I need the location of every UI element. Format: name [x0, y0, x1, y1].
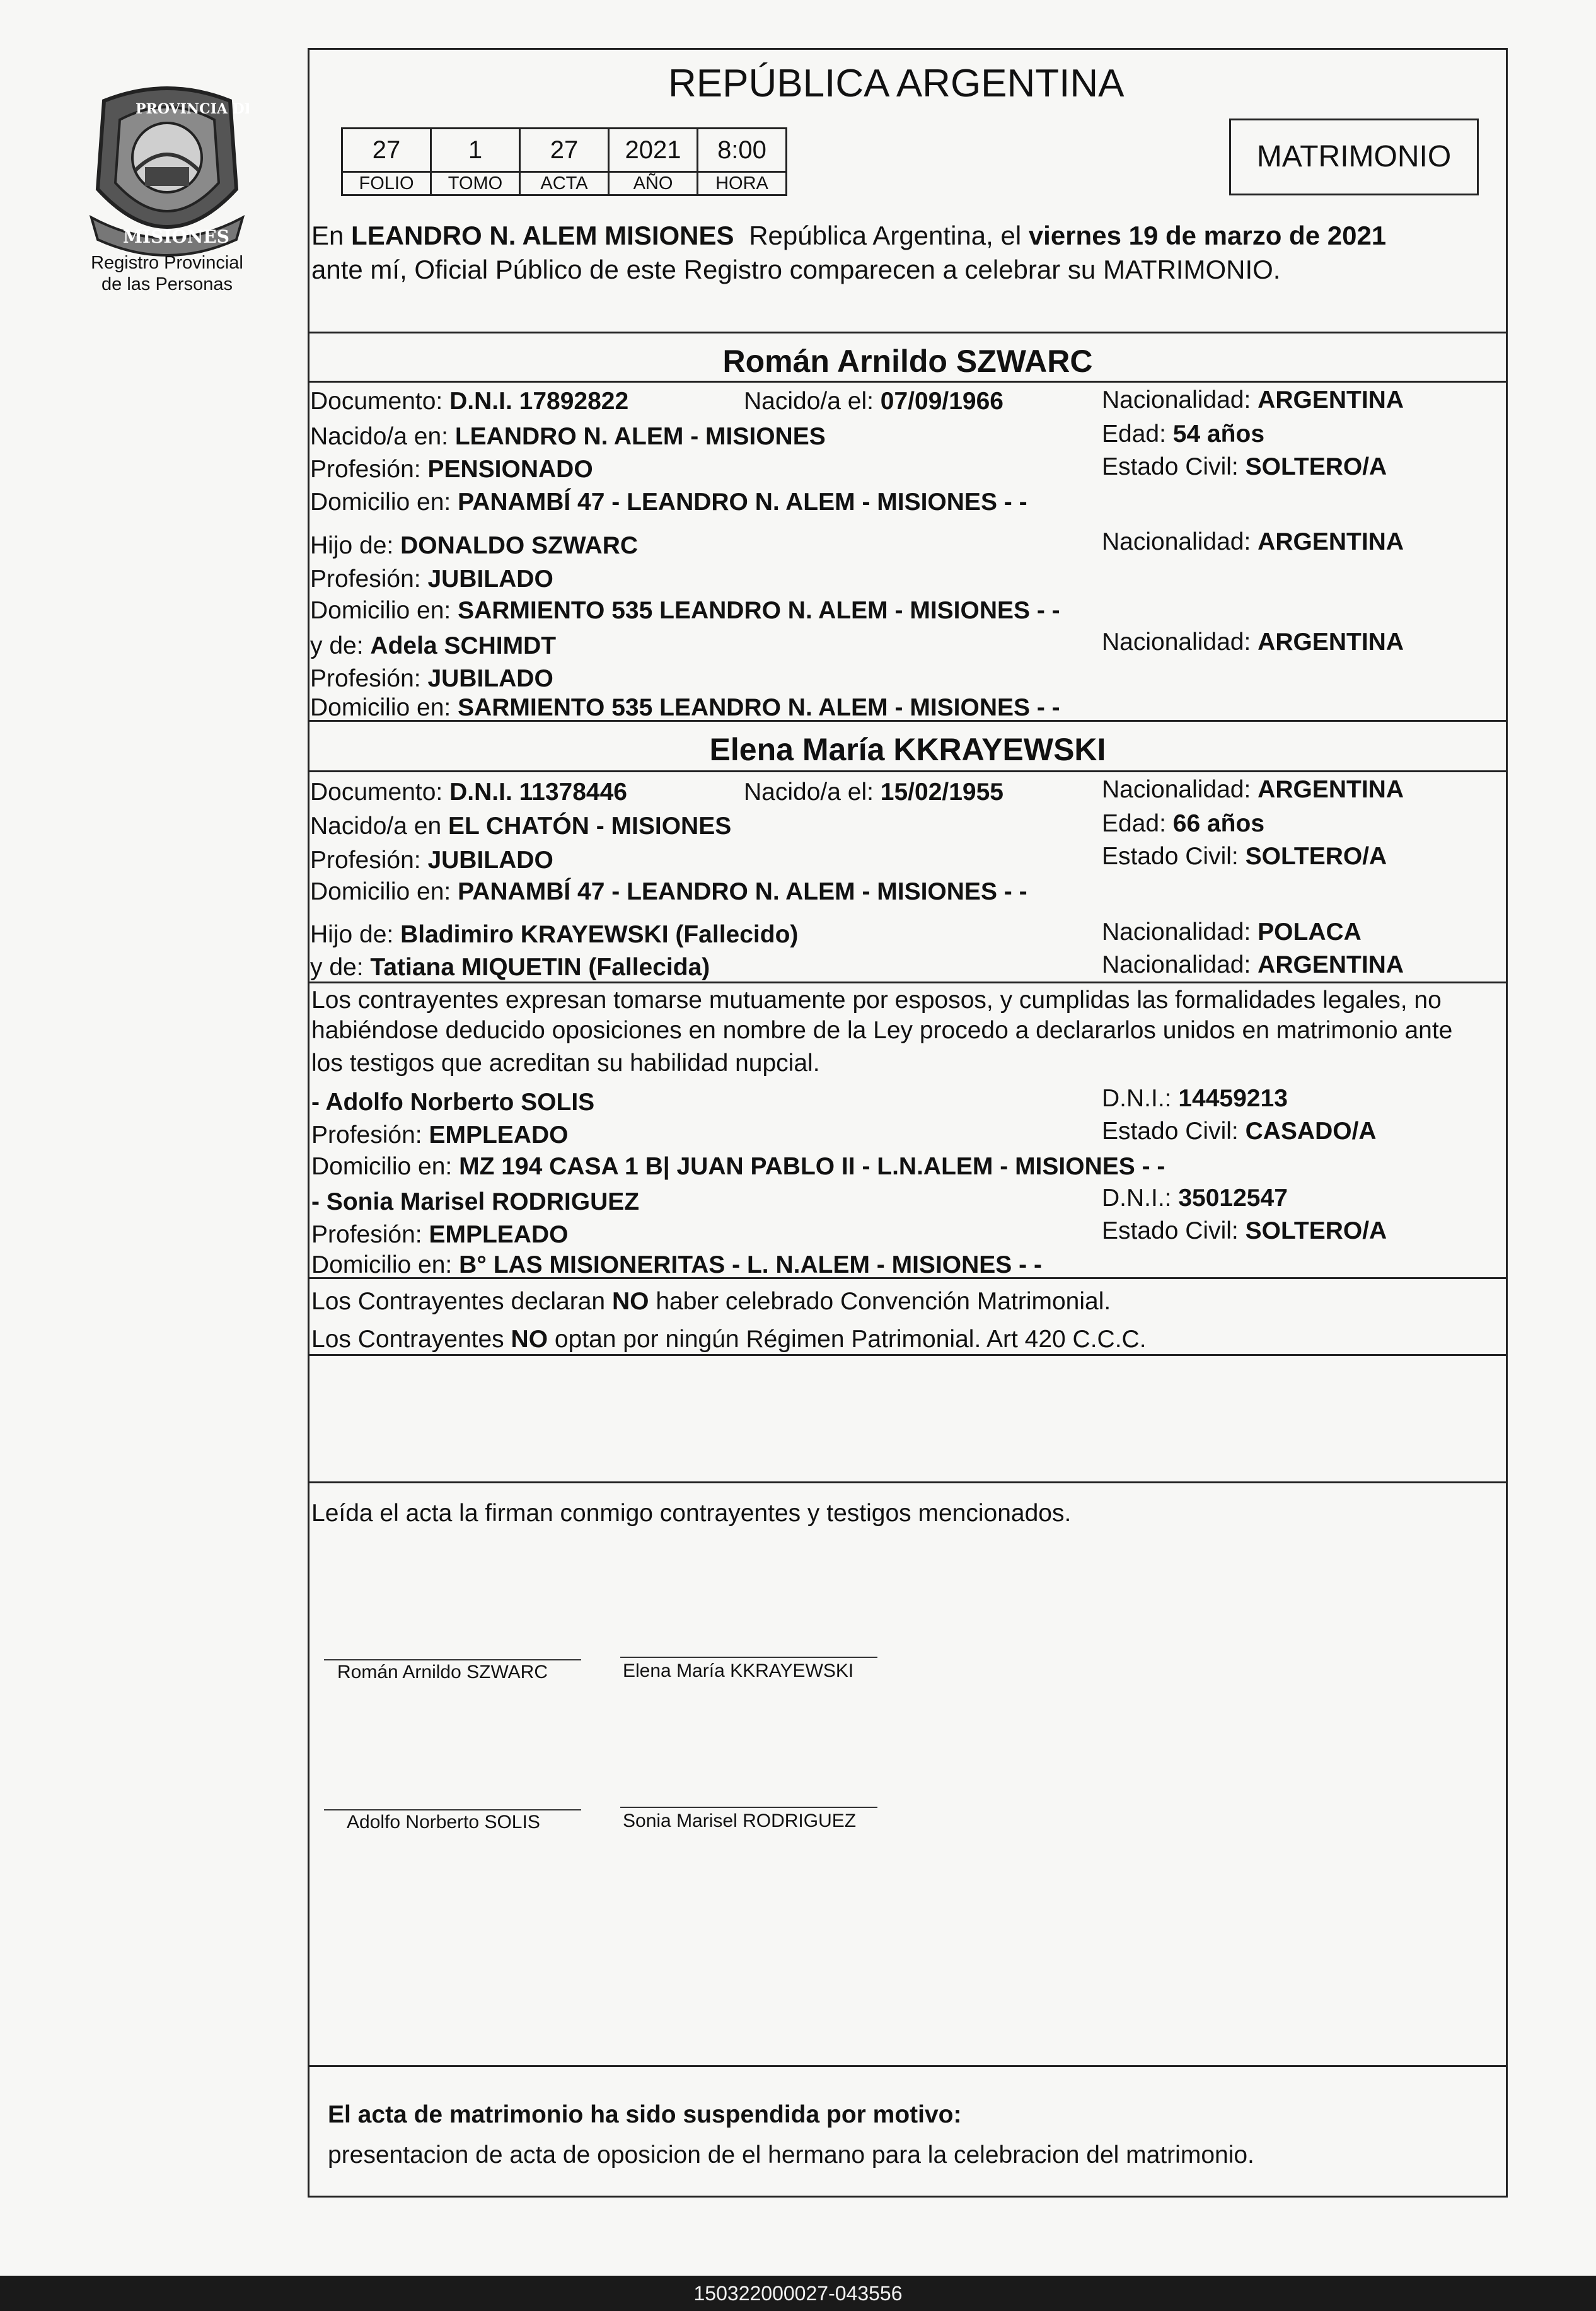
- c2-mother-nationality: Nacionalidad: ARGENTINA: [1102, 951, 1404, 978]
- registry-caption: Registro Provincial de las Personas: [91, 253, 243, 294]
- signature-caption-1: Román Arnildo SZWARC: [337, 1662, 548, 1683]
- c1-birthdate: Nacido/a el: 07/09/1966: [744, 388, 1003, 415]
- c1-mother: y de: Adela SCHIMDT: [310, 632, 557, 659]
- acta-value: 27: [520, 129, 609, 172]
- intro-line1: En LEANDRO N. ALEM MISIONES República Argentina, el viernes 19 de marzo de 2021: [311, 221, 1387, 250]
- folio-value: 27: [342, 129, 431, 172]
- divider: [308, 2065, 1508, 2067]
- anio-value: 2021: [609, 129, 698, 172]
- witness2-name: - Sonia Marisel RODRIGUEZ: [311, 1188, 640, 1215]
- witness1-address: Domicilio en: MZ 194 CASA 1 B| JUAN PABLO II - L.N.ALEM - MISIONES - -: [311, 1153, 1165, 1180]
- c1-age: Edad: 54 años: [1102, 420, 1265, 448]
- c1-address: Domicilio en: PANAMBÍ 47 - LEANDRO N. ALEM - MISIONES - -: [310, 489, 1027, 516]
- c1-father: Hijo de: DONALDO SZWARC: [310, 532, 639, 559]
- logo-text-bottom: MISIONES: [123, 226, 229, 247]
- registry-logo: [85, 82, 249, 265]
- c1-mother-nationality: Nacionalidad: ARGENTINA: [1102, 628, 1404, 656]
- c2-father: Hijo de: Bladimiro KRAYEWSKI (Fallecido): [310, 921, 799, 948]
- acta-label: ACTA: [520, 172, 609, 195]
- c2-age: Edad: 66 años: [1102, 810, 1265, 837]
- suspension-reason: presentacion de acta de oposicion de el hermano para la celebracion del matrimonio.: [328, 2141, 1254, 2169]
- witness2-address: Domicilio en: B° LAS MISIONERITAS - L. N.ALEM - MISIONES - -: [311, 1251, 1042, 1278]
- folio-table: [341, 127, 787, 196]
- c1-mother-profession: Profesión: JUBILADO: [310, 665, 553, 692]
- signature-caption-4: Sonia Marisel RODRIGUEZ: [623, 1810, 857, 1831]
- document-code: 150322000027-043556: [693, 2282, 903, 2305]
- c1-mother-address: Domicilio en: SARMIENTO 535 LEANDRO N. ALEM - MISIONES - -: [310, 694, 1060, 721]
- signature-line: [324, 1659, 581, 1660]
- declaration-line2: habiéndose deducido oposiciones en nombre de la Ley procedo a declararlos unidos en matrimonio ante: [311, 1017, 1453, 1044]
- c1-father-address: Domicilio en: SARMIENTO 535 LEANDRO N. ALEM - MISIONES - -: [310, 597, 1060, 624]
- c2-address: Domicilio en: PANAMBÍ 47 - LEANDRO N. ALEM - MISIONES - -: [310, 878, 1027, 905]
- c2-nationality: Nacionalidad: ARGENTINA: [1102, 776, 1404, 803]
- anio-label: AÑO: [609, 172, 698, 195]
- witness2-profession: Profesión: EMPLEADO: [311, 1221, 569, 1248]
- divider: [308, 332, 1508, 333]
- divider: [308, 1481, 1508, 1483]
- c1-father-profession: Profesión: JUBILADO: [310, 565, 553, 593]
- divider: [308, 381, 1508, 383]
- reading-statement: Leída el acta la firman conmigo contrayentes y testigos mencionados.: [311, 1500, 1072, 1527]
- c1-father-nationality: Nacionalidad: ARGENTINA: [1102, 528, 1404, 555]
- signature-caption-3: Adolfo Norberto SOLIS: [347, 1812, 540, 1833]
- c1-document: Documento: D.N.I. 17892822: [310, 388, 629, 415]
- witness1-dni: D.N.I.: 14459213: [1102, 1085, 1288, 1112]
- witness1-civil-status: Estado Civil: CASADO/A: [1102, 1118, 1377, 1145]
- divider: [308, 1354, 1508, 1356]
- c2-document: Documento: D.N.I. 11378446: [310, 779, 627, 806]
- tomo-value: 1: [431, 129, 520, 172]
- country-title: REPÚBLICA ARGENTINA: [668, 62, 1125, 105]
- witness2-civil-status: Estado Civil: SOLTERO/A: [1102, 1217, 1387, 1244]
- c1-birthplace: Nacido/a en: LEANDRO N. ALEM - MISIONES: [310, 423, 826, 450]
- declaration-line3: los testigos que acreditan su habilidad nupcial.: [311, 1050, 820, 1077]
- signature-line: [620, 1657, 877, 1658]
- signature-line: [620, 1807, 877, 1808]
- regime-line1: Los Contrayentes declaran NO haber celebrado Convención Matrimonial.: [311, 1288, 1111, 1315]
- hora-value: 8:00: [698, 129, 787, 172]
- c2-profession: Profesión: JUBILADO: [310, 847, 553, 874]
- signature-caption-2: Elena María KKRAYEWSKI: [623, 1660, 854, 1681]
- divider: [308, 770, 1508, 772]
- c2-birthdate: Nacido/a el: 15/02/1955: [744, 779, 1003, 806]
- tomo-label: TOMO: [431, 172, 520, 195]
- c2-civil-status: Estado Civil: SOLTERO/A: [1102, 843, 1387, 870]
- folio-label: FOLIO: [342, 172, 431, 195]
- signature-line: [324, 1809, 581, 1810]
- logo-text-top: PROVINCIA DE: [136, 101, 249, 117]
- intro-line2: ante mí, Oficial Público de este Registro comparecen a celebrar su MATRIMONIO.: [311, 255, 1281, 284]
- witness1-profession: Profesión: EMPLEADO: [311, 1121, 569, 1149]
- hora-label: HORA: [698, 172, 787, 195]
- c1-profession: Profesión: PENSIONADO: [310, 456, 593, 483]
- c1-nationality: Nacionalidad: ARGENTINA: [1102, 386, 1404, 414]
- witness1-name: - Adolfo Norberto SOLIS: [311, 1089, 595, 1116]
- contrayente2-name: Elena María KKRAYEWSKI: [709, 732, 1106, 767]
- c2-mother: y de: Tatiana MIQUETIN (Fallecida): [310, 954, 710, 981]
- regime-line2: Los Contrayentes NO optan por ningún Régimen Patrimonial. Art 420 C.C.C.: [311, 1326, 1147, 1353]
- c1-civil-status: Estado Civil: SOLTERO/A: [1102, 453, 1387, 480]
- c2-birthplace: Nacido/a en EL CHATÓN - MISIONES: [310, 813, 732, 840]
- c2-father-nationality: Nacionalidad: POLACA: [1102, 918, 1362, 946]
- witness2-dni: D.N.I.: 35012547: [1102, 1184, 1288, 1212]
- act-type-box: MATRIMONIO: [1229, 119, 1479, 195]
- contrayente1-name: Román Arnildo SZWARC: [722, 344, 1093, 379]
- declaration-line1: Los contrayentes expresan tomarse mutuamente por esposos, y cumplidas las formalidades legales, no: [311, 987, 1442, 1014]
- suspension-title: El acta de matrimonio ha sido suspendida por motivo:: [328, 2101, 962, 2128]
- footer-bar: [0, 2276, 1596, 2311]
